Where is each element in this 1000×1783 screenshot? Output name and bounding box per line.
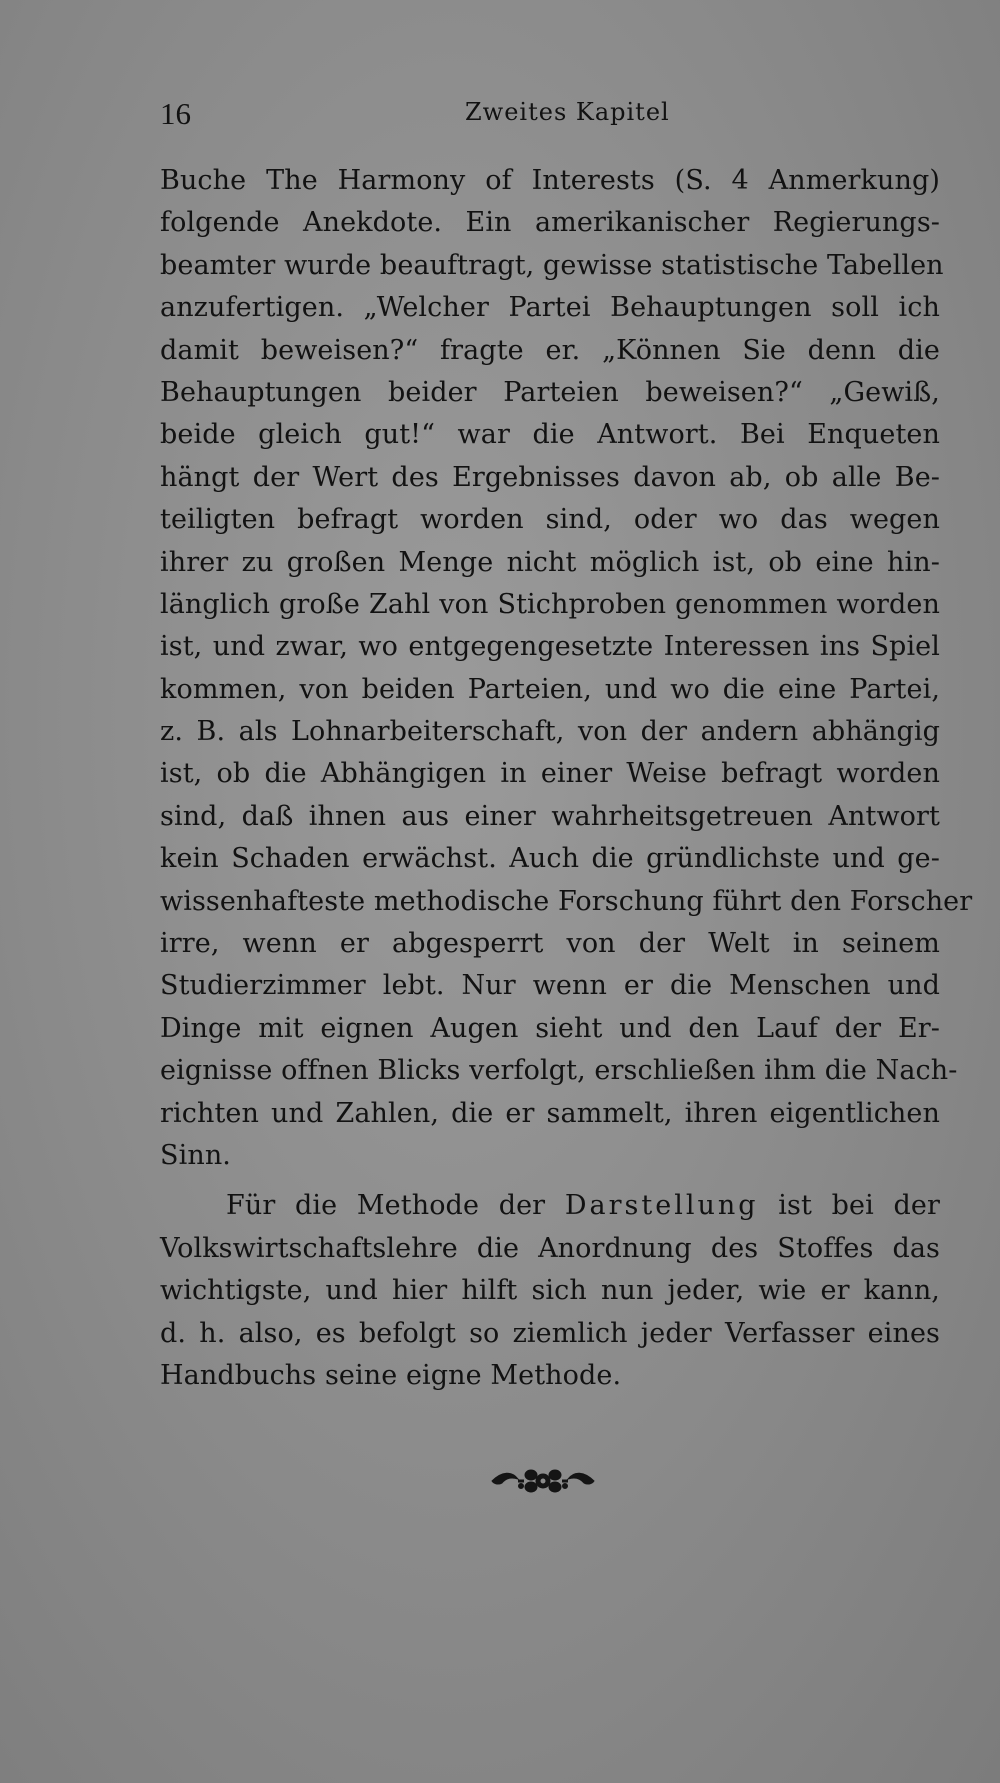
text-line: damit beweisen?“ fragte er. „Können Sie denn die bbox=[160, 334, 940, 366]
text-fragment: Für die Methode der bbox=[226, 1190, 565, 1222]
paragraph-1 bbox=[160, 160, 973, 1177]
text-line: Volkswirtschaftslehre die Anordnung des Stoffes das bbox=[160, 1232, 940, 1264]
text-line: wissenhafteste methodische Forschung führt den Forscher bbox=[160, 885, 973, 917]
text-line: ist, ob die Abhängigen in einer Weise befragt worden bbox=[160, 758, 940, 790]
text-line: Studierzimmer lebt. Nur wenn er die Menschen und bbox=[160, 970, 940, 1002]
page-number: 16 bbox=[160, 96, 191, 131]
text-line: richten und Zahlen, die er sammelt, ihren eigentlichen bbox=[160, 1097, 940, 1129]
text-line: wichtigste, und hier hilft sich nun jeder, wie er kann, bbox=[160, 1275, 940, 1307]
text-line: Dinge mit eignen Augen sieht und den Lauf der Er- bbox=[160, 1012, 940, 1044]
text-line: beamter wurde beauftragt, gewisse statistische Tabellen bbox=[160, 249, 944, 281]
text-line: Sinn. bbox=[160, 1139, 231, 1171]
text-fragment: ist bei der bbox=[758, 1190, 941, 1222]
floral-ornament-icon bbox=[488, 1461, 598, 1501]
text-line: sind, daß ihnen aus einer wahrheitsgetreuen Antwort bbox=[160, 800, 940, 832]
text-line: ihrer zu großen Menge nicht möglich ist, ob eine hin- bbox=[160, 546, 940, 578]
text-line: d. h. also, es befolgt so ziemlich jeder Verfasser eines bbox=[160, 1317, 940, 1349]
text-line bbox=[160, 1185, 940, 1227]
paragraph-2 bbox=[160, 1185, 940, 1397]
text-line: Handbuchs seine eigne Methode. bbox=[160, 1359, 622, 1391]
text-line: teiligten befragt worden sind, oder wo das wegen bbox=[160, 504, 940, 536]
text-line: z. B. als Lohnarbeiterschaft, von der andern abhängig bbox=[160, 716, 940, 748]
text-line: folgende Anekdote. Ein amerikanischer Regierungs- bbox=[160, 207, 940, 239]
text-line: kommen, von beiden Parteien, und wo die eine Partei, bbox=[160, 673, 940, 705]
body-text bbox=[160, 160, 973, 1397]
text-line: Buche The Harmony of Interests (S. 4 Anmerkung) bbox=[160, 165, 940, 196]
text-line: Behauptungen beider Parteien beweisen?“ „Gewiß, bbox=[160, 376, 940, 408]
text-line: irre, wenn er abgesperrt von der Welt in seinem bbox=[160, 928, 940, 960]
text-line: beide gleich gut!“ war die Antwort. Bei Enqueten bbox=[160, 419, 940, 451]
text-line: anzufertigen. „Welcher Partei Behauptungen soll ich bbox=[160, 292, 940, 324]
running-head: Zweites Kapitel bbox=[465, 98, 670, 126]
text-line: ist, und zwar, wo entgegengesetzte Interessen ins Spiel bbox=[160, 631, 940, 663]
page-header bbox=[160, 96, 950, 136]
text-line: eignisse offnen Blicks verfolgt, erschließen ihm die Nach- bbox=[160, 1055, 958, 1087]
text-line: länglich große Zahl von Stichproben genommen worden bbox=[160, 588, 940, 620]
emphasized-word: Darstellung bbox=[564, 1190, 759, 1222]
text-line: hängt der Wert des Ergebnisses davon ab, ob alle Be- bbox=[160, 461, 940, 493]
text-line: kein Schaden erwächst. Auch die gründlichste und ge- bbox=[160, 843, 940, 875]
